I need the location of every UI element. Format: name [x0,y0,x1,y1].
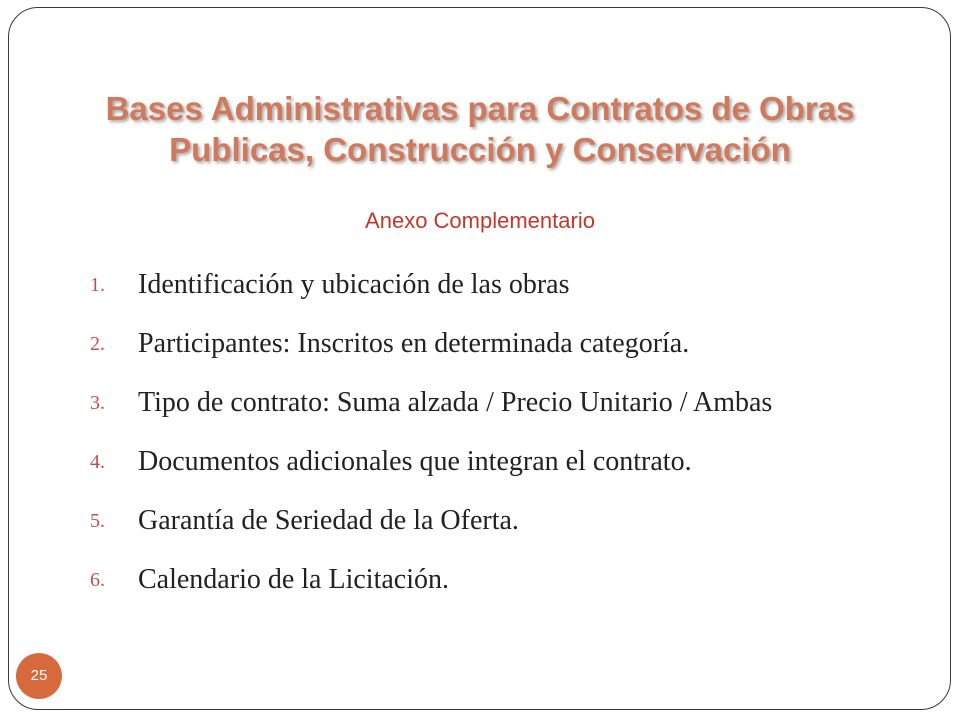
list-item-text: Documentos adicionales que integran el contrato. [138,446,692,477]
list-item-number: 2. [90,333,105,355]
list-item [90,498,920,544]
list-item [90,439,920,485]
numbered-list [90,262,920,616]
list-item [90,557,920,603]
list-item-text: Garantía de Seriedad de la Oferta. [138,505,519,536]
list-item-text: Participantes: Inscritos en determinada categoría. [138,328,690,359]
list-item-text: Identificación y ubicación de las obras [138,269,570,300]
list-item-number: 1. [90,274,105,296]
slide-subtitle: Anexo Complementario [365,208,595,233]
list-item-number: 5. [90,510,105,532]
list-item [90,380,920,426]
list-item [90,262,920,308]
list-item [90,321,920,367]
list-item-text: Tipo de contrato: Suma alzada / Precio Unitario / Ambas [138,387,773,418]
list-item-number: 4. [90,451,105,473]
list-item-number: 6. [90,569,105,591]
slide-title [40,88,920,170]
list-item-text: Calendario de la Licitación. [138,564,449,595]
slide-title-line-1: Bases Administrativas para Contratos de Obras [105,90,855,127]
page-number-badge: 25 [16,653,62,699]
list-item-number: 3. [90,392,105,414]
slide-title-line-2: Publicas, Construcción y Conservación [169,131,791,168]
